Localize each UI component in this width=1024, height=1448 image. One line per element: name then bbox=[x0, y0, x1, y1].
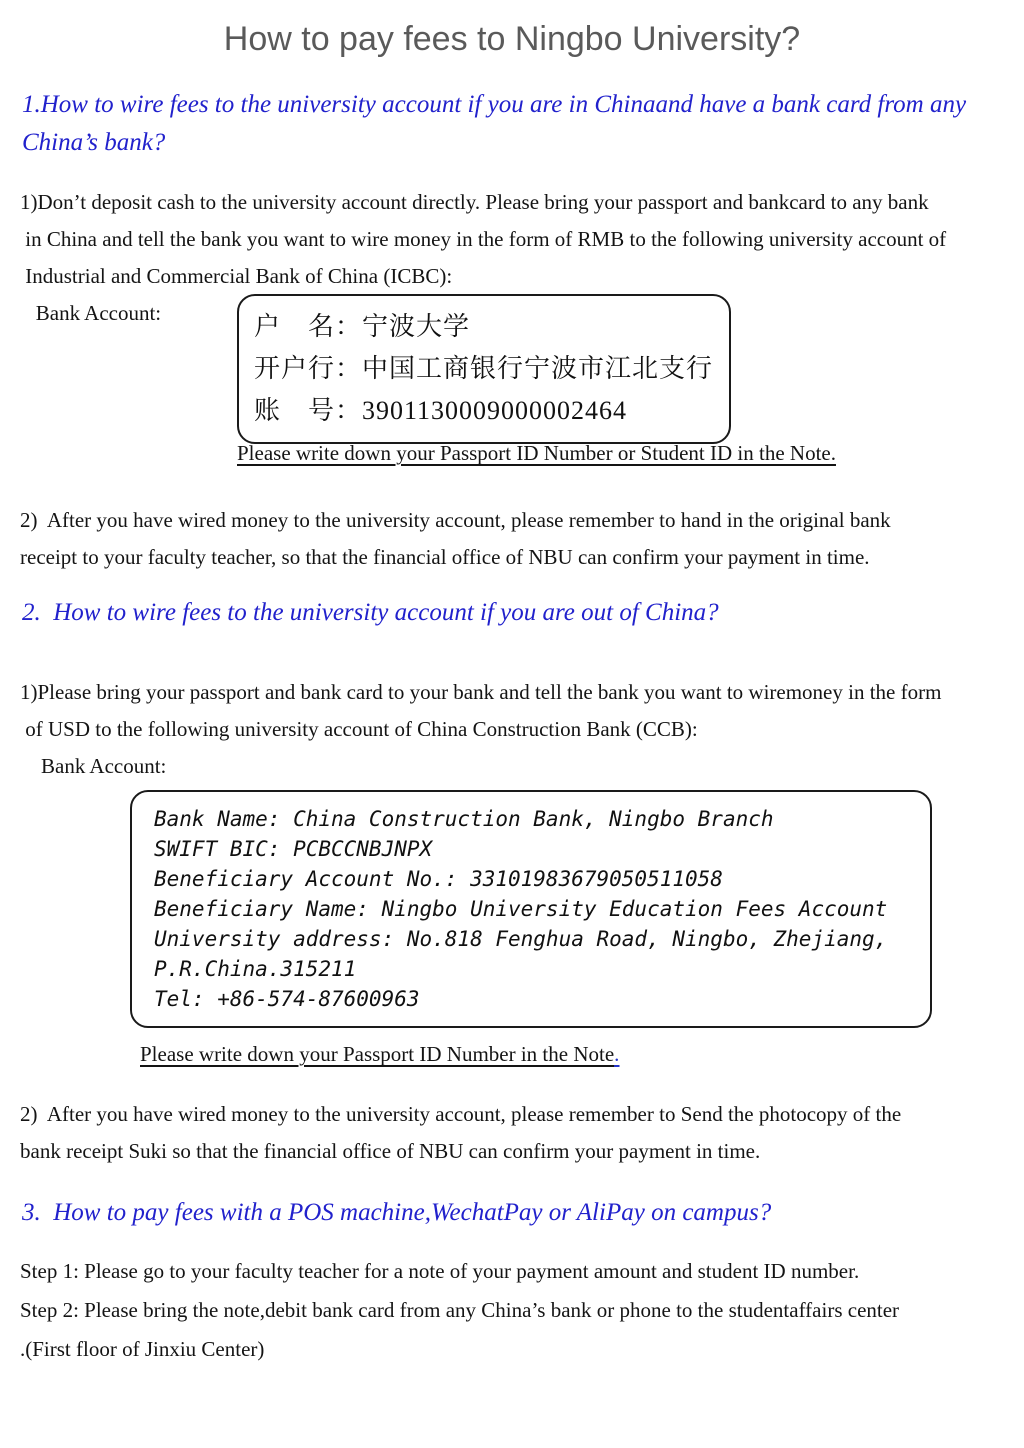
note-passport-id-period: . bbox=[614, 1042, 620, 1066]
step-2-continued: .(First floor of Jinxiu Center) bbox=[20, 1337, 265, 1361]
text-line: receipt to your faculty teacher, so that the financial office of NBU can confirm your payment in time. bbox=[20, 545, 870, 569]
ccb-swift-bic: SWIFT BIC: PCBCCNBJNPX bbox=[154, 837, 433, 861]
section1-heading: 1.How to wire fees to the university account if you are in Chinaand have a bank card from any China’s bank? bbox=[22, 91, 973, 156]
ccb-university-address-2: P.R.China.315211 bbox=[154, 957, 357, 981]
ccb-account-box bbox=[130, 790, 932, 1028]
section3-heading: 3. How to pay fees with a POS machine,WechatPay or AliPay on campus? bbox=[22, 1199, 772, 1226]
text-line: in China and tell the bank you want to wire money in the form of RMB to the following university account of bbox=[20, 227, 947, 251]
step-1: Step 1: Please go to your faculty teacher for a note of your payment amount and student ID number. bbox=[20, 1259, 860, 1283]
text-line: Industrial and Commercial Bank of China (ICBC): bbox=[20, 264, 453, 288]
ccb-university-address: University address: No.818 Fenghua Road, Ningbo, Zhejiang, bbox=[154, 927, 888, 951]
text-line: 2) After you have wired money to the university account, please remember to Send the photocopy of the bbox=[20, 1102, 902, 1126]
note-passport-or-student-id: Please write down your Passport ID Number or Student ID in the Note. bbox=[237, 441, 836, 465]
bank-account-label: Bank Account: bbox=[20, 754, 167, 778]
ccb-tel: Tel: +86-574-87600963 bbox=[154, 987, 420, 1011]
text-line: bank receipt Suki so that the financial office of NBU can confirm your payment in time. bbox=[20, 1139, 761, 1163]
section2-paragraph2 bbox=[20, 1096, 1010, 1170]
ccb-beneficiary-name: Beneficiary Name: Ningbo University Education Fees Account bbox=[154, 897, 888, 921]
note-passport-id bbox=[140, 1042, 619, 1067]
text-line: 1)Don’t deposit cash to the university account directly. Please bring your passport and bankcard to any bank bbox=[20, 190, 929, 214]
section2-paragraph1 bbox=[20, 674, 1010, 785]
icbc-bank-branch: 开户行：中国工商银行宁波市江北支行 bbox=[254, 354, 714, 383]
section3-steps bbox=[20, 1252, 1010, 1369]
note-passport-id-text: Please write down your Passport ID Number in the Note bbox=[140, 1042, 615, 1066]
section1-paragraph2 bbox=[20, 502, 1010, 576]
bank-account-label: Bank Account: bbox=[20, 301, 162, 325]
text-line: of USD to the following university account of China Construction Bank (CCB): bbox=[20, 717, 698, 741]
icbc-account-box bbox=[237, 294, 731, 444]
ccb-beneficiary-account-no: Beneficiary Account No.: 33101983679050511058 bbox=[154, 867, 723, 891]
ccb-bank-name: Bank Name: China Construction Bank, Ningbo Branch bbox=[154, 807, 774, 831]
section2-heading: 2. How to wire fees to the university account if you are out of China? bbox=[22, 599, 719, 626]
icbc-account-number: 账 号：3901130009000002464 bbox=[254, 396, 628, 425]
text-line: 1)Please bring your passport and bank card to your bank and tell the bank you want to wiremoney in the form bbox=[20, 680, 942, 704]
step-2: Step 2: Please bring the note,debit bank card from any China’s bank or phone to the studentaffairs center bbox=[20, 1298, 900, 1322]
icbc-account-name: 户 名：宁波大学 bbox=[254, 312, 471, 341]
text-line: 2) After you have wired money to the university account, please remember to hand in the original bank bbox=[20, 508, 891, 532]
page-title: How to pay fees to Ningbo University? bbox=[223, 20, 801, 58]
